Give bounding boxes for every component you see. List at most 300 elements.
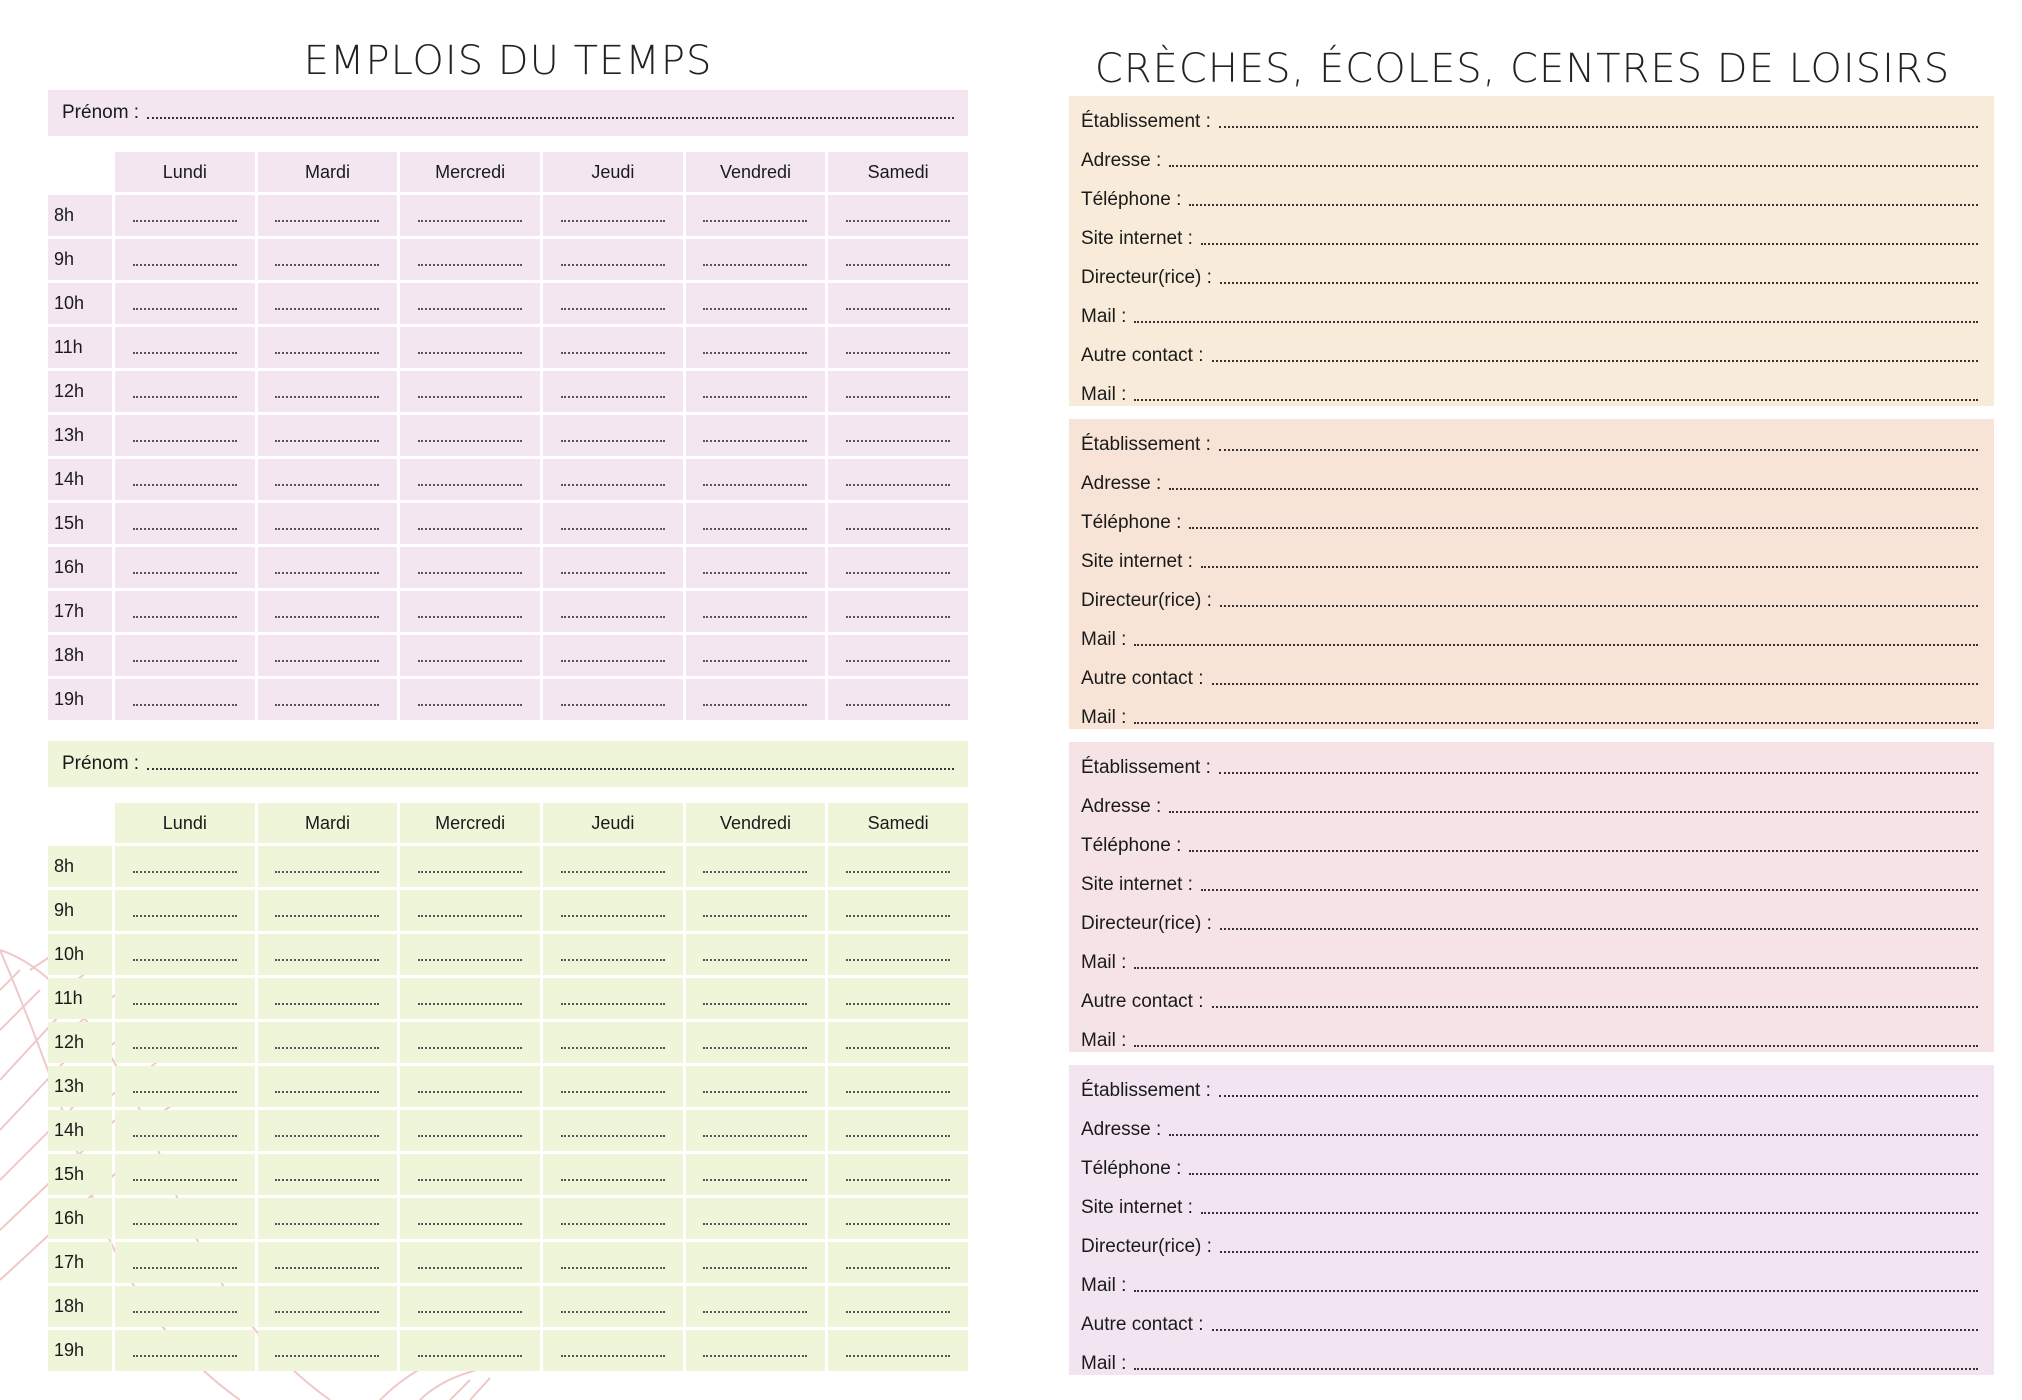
schedule-cell[interactable] xyxy=(258,327,398,368)
schedule-cell[interactable] xyxy=(258,1110,398,1151)
field-dotted-line[interactable] xyxy=(1220,928,1978,930)
schedule-cell[interactable] xyxy=(828,195,968,236)
cell-dotted-line xyxy=(561,352,665,354)
field-label: Site internet : xyxy=(1081,873,1193,895)
schedule-cell[interactable] xyxy=(258,679,398,720)
schedule-cell[interactable] xyxy=(400,1022,540,1063)
field-label: Mail : xyxy=(1081,1274,1127,1296)
cell-dotted-line xyxy=(561,484,665,486)
field-dotted-line[interactable] xyxy=(1219,449,1978,451)
cell-dotted-line xyxy=(133,660,237,662)
cell-dotted-line xyxy=(275,1355,379,1357)
cell-dotted-line xyxy=(561,1311,665,1313)
contact-field[interactable] xyxy=(1081,219,1978,258)
schedule-cell[interactable] xyxy=(400,1198,540,1239)
schedule-cell[interactable] xyxy=(115,635,255,676)
cell-dotted-line xyxy=(846,1355,950,1357)
field-dotted-line[interactable] xyxy=(1134,321,1978,323)
field-dotted-line[interactable] xyxy=(1220,605,1978,607)
cell-dotted-line xyxy=(561,616,665,618)
schedule-cell[interactable] xyxy=(400,978,540,1019)
schedule-cell[interactable] xyxy=(115,283,255,324)
schedule-cell[interactable] xyxy=(400,327,540,368)
schedule-cell[interactable] xyxy=(400,1066,540,1107)
schedule-cell[interactable] xyxy=(686,1154,826,1195)
schedule-cell[interactable] xyxy=(115,1154,255,1195)
cell-dotted-line xyxy=(846,1179,950,1181)
schedule-cell[interactable] xyxy=(400,1242,540,1283)
cell-dotted-line xyxy=(275,220,379,222)
cell-dotted-line xyxy=(418,616,522,618)
schedule-cell[interactable] xyxy=(543,890,683,931)
schedule-cell[interactable] xyxy=(258,239,398,280)
day-header: Jeudi xyxy=(543,152,683,192)
field-label: Téléphone : xyxy=(1081,834,1182,856)
establishment-block-3 xyxy=(1069,742,1994,1052)
schedule-cell[interactable] xyxy=(686,1066,826,1107)
schedule-cell[interactable] xyxy=(828,1286,968,1327)
schedule-cell[interactable] xyxy=(258,1154,398,1195)
schedule-cell[interactable] xyxy=(115,415,255,456)
schedule-cell[interactable] xyxy=(686,679,826,720)
field-label: Autre contact : xyxy=(1081,344,1204,366)
schedule-cell[interactable] xyxy=(686,1242,826,1283)
schedule-cell[interactable] xyxy=(258,1286,398,1327)
schedule-cell[interactable] xyxy=(686,503,826,544)
field-dotted-line[interactable] xyxy=(1189,204,1978,206)
schedule-cell[interactable] xyxy=(400,459,540,500)
prenom-dotted-line[interactable] xyxy=(147,117,954,119)
contact-field[interactable] xyxy=(1081,904,1978,943)
schedule-cell[interactable] xyxy=(400,1330,540,1371)
cell-dotted-line xyxy=(846,484,950,486)
contact-field[interactable] xyxy=(1081,1188,1978,1227)
schedule-cell[interactable] xyxy=(258,195,398,236)
cell-dotted-line xyxy=(846,220,950,222)
schedule-cell[interactable] xyxy=(400,591,540,632)
cell-dotted-line xyxy=(561,572,665,574)
schedule-cell[interactable] xyxy=(543,1198,683,1239)
field-dotted-line[interactable] xyxy=(1169,488,1978,490)
cell-dotted-line xyxy=(561,959,665,961)
hour-label: 12h xyxy=(48,371,112,412)
contact-field[interactable] xyxy=(1081,141,1978,180)
schedule-cell[interactable] xyxy=(115,327,255,368)
schedule-cell[interactable] xyxy=(828,1110,968,1151)
schedule-cell[interactable] xyxy=(258,890,398,931)
field-dotted-line[interactable] xyxy=(1219,772,1978,774)
schedule-cell[interactable] xyxy=(115,978,255,1019)
contact-field[interactable] xyxy=(1081,659,1978,698)
field-dotted-line[interactable] xyxy=(1134,644,1978,646)
field-dotted-line[interactable] xyxy=(1134,722,1978,724)
schedule-cell[interactable] xyxy=(258,1330,398,1371)
schedule-cell[interactable] xyxy=(400,679,540,720)
cell-dotted-line xyxy=(133,572,237,574)
schedule-cell[interactable] xyxy=(828,890,968,931)
schedule-cell[interactable] xyxy=(258,1022,398,1063)
schedule-cell[interactable] xyxy=(258,934,398,975)
cell-dotted-line xyxy=(133,1003,237,1005)
schedule-cell[interactable] xyxy=(828,591,968,632)
schedule-cell[interactable] xyxy=(686,934,826,975)
schedule-cell[interactable] xyxy=(400,890,540,931)
schedule-cell[interactable] xyxy=(828,635,968,676)
cell-dotted-line xyxy=(275,572,379,574)
hour-label: 8h xyxy=(48,195,112,236)
schedule-cell[interactable] xyxy=(828,846,968,887)
schedule-cell[interactable] xyxy=(543,1066,683,1107)
schedule-cell[interactable] xyxy=(543,846,683,887)
field-dotted-line[interactable] xyxy=(1169,165,1978,167)
schedule-cell[interactable] xyxy=(543,591,683,632)
cell-dotted-line xyxy=(561,396,665,398)
schedule-cell[interactable] xyxy=(828,327,968,368)
cell-dotted-line xyxy=(133,915,237,917)
field-dotted-line[interactable] xyxy=(1169,1134,1978,1136)
contact-field[interactable] xyxy=(1081,620,1978,659)
schedule-cell[interactable] xyxy=(258,547,398,588)
contact-field[interactable] xyxy=(1081,542,1978,581)
contact-field[interactable] xyxy=(1081,425,1978,464)
prenom-dotted-line[interactable] xyxy=(147,768,954,770)
cell-dotted-line xyxy=(703,484,807,486)
schedule-cell[interactable] xyxy=(686,1022,826,1063)
field-dotted-line[interactable] xyxy=(1201,889,1978,891)
schedule-cell[interactable] xyxy=(686,239,826,280)
schedule-cell[interactable] xyxy=(400,195,540,236)
field-dotted-line[interactable] xyxy=(1189,850,1978,852)
contact-field[interactable] xyxy=(1081,1110,1978,1149)
schedule-cell[interactable] xyxy=(543,239,683,280)
contact-field[interactable] xyxy=(1081,297,1978,336)
schedule-cell[interactable] xyxy=(543,1022,683,1063)
cell-dotted-line xyxy=(561,440,665,442)
schedule-cell[interactable] xyxy=(400,283,540,324)
schedule-cell[interactable] xyxy=(543,327,683,368)
schedule-cell[interactable] xyxy=(686,547,826,588)
schedule-cell[interactable] xyxy=(828,283,968,324)
field-dotted-line[interactable] xyxy=(1134,1290,1978,1292)
schedule-table-2 xyxy=(48,741,968,1371)
schedule-cell[interactable] xyxy=(115,1066,255,1107)
schedule-cell[interactable] xyxy=(828,459,968,500)
hour-label: 16h xyxy=(48,1198,112,1239)
schedule-cell[interactable] xyxy=(400,635,540,676)
contact-field[interactable] xyxy=(1081,180,1978,219)
field-dotted-line[interactable] xyxy=(1212,683,1978,685)
schedule-cell[interactable] xyxy=(828,239,968,280)
field-dotted-line[interactable] xyxy=(1134,1045,1978,1047)
contact-field[interactable] xyxy=(1081,1305,1978,1344)
schedule-cell[interactable] xyxy=(543,635,683,676)
cell-dotted-line xyxy=(846,528,950,530)
contact-field[interactable] xyxy=(1081,375,1978,414)
schedule-cell[interactable] xyxy=(686,327,826,368)
schedule-cell[interactable] xyxy=(828,1198,968,1239)
schedule-cell[interactable] xyxy=(828,934,968,975)
cell-dotted-line xyxy=(561,1091,665,1093)
hour-label: 19h xyxy=(48,1330,112,1371)
field-label: Directeur(rice) : xyxy=(1081,1235,1212,1257)
cell-dotted-line xyxy=(133,1135,237,1137)
schedule-cell[interactable] xyxy=(828,1242,968,1283)
schedule-cell[interactable] xyxy=(543,1242,683,1283)
field-dotted-line[interactable] xyxy=(1220,1251,1978,1253)
cell-dotted-line xyxy=(846,871,950,873)
cell-dotted-line xyxy=(275,484,379,486)
schedule-cell[interactable] xyxy=(686,978,826,1019)
schedule-cell[interactable] xyxy=(115,591,255,632)
schedule-cell[interactable] xyxy=(115,503,255,544)
schedule-cell[interactable] xyxy=(828,978,968,1019)
schedule-cell[interactable] xyxy=(828,679,968,720)
schedule-cell[interactable] xyxy=(400,934,540,975)
contact-field[interactable] xyxy=(1081,698,1978,737)
schedule-cell[interactable] xyxy=(115,1022,255,1063)
schedule-cell[interactable] xyxy=(828,371,968,412)
schedule-cell[interactable] xyxy=(686,371,826,412)
hour-label: 11h xyxy=(48,327,112,368)
field-dotted-line[interactable] xyxy=(1189,1173,1978,1175)
schedule-cell[interactable] xyxy=(543,978,683,1019)
contact-field[interactable] xyxy=(1081,943,1978,982)
schedule-cell[interactable] xyxy=(115,1330,255,1371)
contact-field[interactable] xyxy=(1081,826,1978,865)
schedule-cell[interactable] xyxy=(115,679,255,720)
cell-dotted-line xyxy=(703,1179,807,1181)
schedule-cell[interactable] xyxy=(543,547,683,588)
contact-field[interactable] xyxy=(1081,102,1978,141)
prenom-field[interactable] xyxy=(48,741,968,787)
field-dotted-line[interactable] xyxy=(1219,1095,1978,1097)
schedule-cell[interactable] xyxy=(258,283,398,324)
schedule-cell[interactable] xyxy=(258,503,398,544)
day-header: Mardi xyxy=(258,803,398,843)
schedule-cell[interactable] xyxy=(115,846,255,887)
schedule-cell[interactable] xyxy=(543,371,683,412)
cell-dotted-line xyxy=(133,528,237,530)
schedule-cell[interactable] xyxy=(400,371,540,412)
schedule-cell[interactable] xyxy=(543,934,683,975)
cell-dotted-line xyxy=(275,396,379,398)
cell-dotted-line xyxy=(561,264,665,266)
schedule-cell[interactable] xyxy=(686,459,826,500)
contact-field[interactable] xyxy=(1081,1266,1978,1305)
schedule-cell[interactable] xyxy=(115,239,255,280)
cell-dotted-line xyxy=(561,1047,665,1049)
schedule-cell[interactable] xyxy=(400,846,540,887)
field-dotted-line[interactable] xyxy=(1169,811,1978,813)
schedule-cell[interactable] xyxy=(115,1286,255,1327)
cell-dotted-line xyxy=(133,1179,237,1181)
cell-dotted-line xyxy=(275,871,379,873)
schedule-cell[interactable] xyxy=(543,1110,683,1151)
field-label: Téléphone : xyxy=(1081,1157,1182,1179)
schedule-cell[interactable] xyxy=(115,934,255,975)
schedule-cell[interactable] xyxy=(400,1110,540,1151)
schedule-cell[interactable] xyxy=(115,1110,255,1151)
schedule-cell[interactable] xyxy=(828,547,968,588)
cell-dotted-line xyxy=(703,1135,807,1137)
contact-field[interactable] xyxy=(1081,581,1978,620)
cell-dotted-line xyxy=(703,959,807,961)
schedule-cell[interactable] xyxy=(828,1330,968,1371)
schedule-cell[interactable] xyxy=(686,846,826,887)
schedule-cell[interactable] xyxy=(258,415,398,456)
schedule-cell[interactable] xyxy=(543,195,683,236)
field-label: Mail : xyxy=(1081,628,1127,650)
contact-field[interactable] xyxy=(1081,787,1978,826)
schedule-cell[interactable] xyxy=(543,415,683,456)
cell-dotted-line xyxy=(846,1223,950,1225)
cell-dotted-line xyxy=(133,308,237,310)
schedule-cell[interactable] xyxy=(543,459,683,500)
schedule-cell[interactable] xyxy=(115,890,255,931)
contact-field[interactable] xyxy=(1081,982,1978,1021)
cell-dotted-line xyxy=(133,1355,237,1357)
cell-dotted-line xyxy=(133,959,237,961)
cell-dotted-line xyxy=(561,528,665,530)
establishment-block-4 xyxy=(1069,1065,1994,1375)
cell-dotted-line xyxy=(275,1311,379,1313)
field-dotted-line[interactable] xyxy=(1189,527,1978,529)
cell-dotted-line xyxy=(418,396,522,398)
cell-dotted-line xyxy=(846,440,950,442)
field-dotted-line[interactable] xyxy=(1201,1212,1978,1214)
schedule-grid xyxy=(48,803,968,1371)
schedule-cell[interactable] xyxy=(400,503,540,544)
schedule-cell[interactable] xyxy=(258,846,398,887)
prenom-field[interactable] xyxy=(48,90,968,136)
cell-dotted-line xyxy=(133,1091,237,1093)
schedule-cell[interactable] xyxy=(686,1330,826,1371)
field-dotted-line[interactable] xyxy=(1212,1329,1978,1331)
schedule-cell[interactable] xyxy=(686,635,826,676)
schedule-cell[interactable] xyxy=(115,459,255,500)
contact-field[interactable] xyxy=(1081,748,1978,787)
contact-field[interactable] xyxy=(1081,1071,1978,1110)
schedule-cell[interactable] xyxy=(543,283,683,324)
schedule-cell[interactable] xyxy=(115,1198,255,1239)
hour-label: 15h xyxy=(48,1154,112,1195)
cell-dotted-line xyxy=(133,396,237,398)
schedule-cell[interactable] xyxy=(258,1066,398,1107)
schedule-cell[interactable] xyxy=(686,890,826,931)
schedule-cell[interactable] xyxy=(686,591,826,632)
schedule-cell[interactable] xyxy=(543,1330,683,1371)
cell-dotted-line xyxy=(275,959,379,961)
contact-field[interactable] xyxy=(1081,258,1978,297)
schedule-cell[interactable] xyxy=(543,1154,683,1195)
schedule-cell[interactable] xyxy=(400,547,540,588)
schedule-cell[interactable] xyxy=(686,195,826,236)
cell-dotted-line xyxy=(703,1047,807,1049)
schedule-cell[interactable] xyxy=(115,195,255,236)
schedule-cell[interactable] xyxy=(686,1286,826,1327)
cell-dotted-line xyxy=(418,1355,522,1357)
contact-field[interactable] xyxy=(1081,336,1978,375)
cell-dotted-line xyxy=(846,1047,950,1049)
field-dotted-line[interactable] xyxy=(1220,282,1978,284)
schedule-cell[interactable] xyxy=(686,415,826,456)
schedule-cell[interactable] xyxy=(543,503,683,544)
schedule-cell[interactable] xyxy=(258,1198,398,1239)
cell-dotted-line xyxy=(418,915,522,917)
field-dotted-line[interactable] xyxy=(1134,1368,1978,1370)
cell-dotted-line xyxy=(275,1223,379,1225)
field-label: Directeur(rice) : xyxy=(1081,589,1212,611)
field-label: Téléphone : xyxy=(1081,188,1182,210)
schedule-cell[interactable] xyxy=(686,283,826,324)
schedule-cell[interactable] xyxy=(543,679,683,720)
schedule-cell[interactable] xyxy=(400,239,540,280)
schedule-cell[interactable] xyxy=(258,1242,398,1283)
contact-field[interactable] xyxy=(1081,1227,1978,1266)
schedule-cell[interactable] xyxy=(686,1198,826,1239)
field-dotted-line[interactable] xyxy=(1219,126,1978,128)
cell-dotted-line xyxy=(275,1135,379,1137)
schedule-cell[interactable] xyxy=(543,1286,683,1327)
schedule-cell[interactable] xyxy=(258,459,398,500)
cell-dotted-line xyxy=(418,1135,522,1137)
contact-field[interactable] xyxy=(1081,865,1978,904)
contact-field[interactable] xyxy=(1081,1344,1978,1383)
schedule-cell[interactable] xyxy=(828,1066,968,1107)
hour-label: 9h xyxy=(48,890,112,931)
schedule-cell[interactable] xyxy=(400,1154,540,1195)
contact-field[interactable] xyxy=(1081,503,1978,542)
schedule-cell[interactable] xyxy=(400,1286,540,1327)
schedule-cell[interactable] xyxy=(115,1242,255,1283)
schedule-cell[interactable] xyxy=(400,415,540,456)
schedule-cell[interactable] xyxy=(828,1154,968,1195)
hour-label: 9h xyxy=(48,239,112,280)
cell-dotted-line xyxy=(275,440,379,442)
cell-dotted-line xyxy=(846,660,950,662)
field-dotted-line[interactable] xyxy=(1201,243,1978,245)
schedule-cell[interactable] xyxy=(258,371,398,412)
contact-field[interactable] xyxy=(1081,1149,1978,1188)
schedule-cell[interactable] xyxy=(828,503,968,544)
cell-dotted-line xyxy=(275,1179,379,1181)
hour-label: 17h xyxy=(48,591,112,632)
schedule-cell[interactable] xyxy=(258,978,398,1019)
cell-dotted-line xyxy=(846,915,950,917)
prenom-label: Prénom : xyxy=(62,753,140,774)
field-dotted-line[interactable] xyxy=(1134,967,1978,969)
contact-field[interactable] xyxy=(1081,464,1978,503)
cell-dotted-line xyxy=(561,1135,665,1137)
field-dotted-line[interactable] xyxy=(1201,566,1978,568)
schedule-cell[interactable] xyxy=(258,635,398,676)
schedule-cell[interactable] xyxy=(686,1110,826,1151)
day-header: Vendredi xyxy=(686,152,826,192)
field-label: Établissement : xyxy=(1081,110,1211,132)
schedule-cell[interactable] xyxy=(258,591,398,632)
field-dotted-line[interactable] xyxy=(1134,399,1978,401)
cell-dotted-line xyxy=(846,352,950,354)
field-dotted-line[interactable] xyxy=(1212,1006,1978,1008)
cell-dotted-line xyxy=(133,264,237,266)
schedule-cell[interactable] xyxy=(828,415,968,456)
contact-field[interactable] xyxy=(1081,1021,1978,1060)
field-label: Mail : xyxy=(1081,383,1127,405)
schedule-cell[interactable] xyxy=(828,1022,968,1063)
field-dotted-line[interactable] xyxy=(1212,360,1978,362)
schedule-cell[interactable] xyxy=(115,371,255,412)
schedule-cell[interactable] xyxy=(115,547,255,588)
